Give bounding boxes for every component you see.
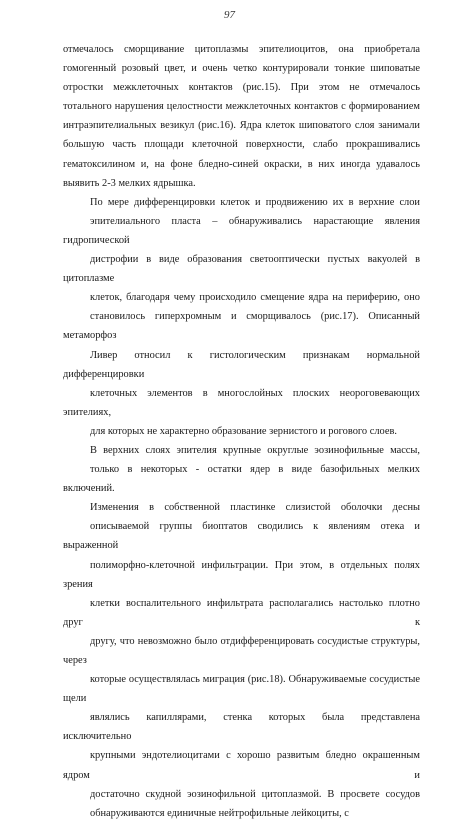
page-number: 97 [224, 9, 235, 21]
text-line: По мере дифференцировки клеток и продвижению их в верхние слои [90, 196, 420, 208]
text-line: для которых не характерно образование зернистого и рогового слоев. [90, 425, 397, 437]
text-line: другу, что невозможно было отдифференцировать сосудистые структуры, через [63, 635, 420, 666]
text-line: достаточно скудной эозинофильной цитоплазмой. В просвете сосудов [90, 788, 420, 800]
text-line: только в некоторых - остатки ядер в виде базофильных мелких включений. [63, 464, 420, 495]
text-line: являлись капиллярами, стенка которых была представлена исключительно [63, 712, 420, 743]
text-line: Изменения в собственной пластинке слизистой оболочки десны [90, 502, 420, 514]
paragraph-3 [63, 441, 420, 498]
paragraph-4 [63, 498, 420, 823]
text-line: отмечалось сморщивание цитоплазмы эпителиоцитов, она приобретала [63, 44, 420, 55]
text-line: дистрофии в виде образования светооптически пустых вакуолей в цитоплазме [63, 254, 420, 285]
text-line: которые осуществлялась миграция (рис.18). Обнаруживаемые сосудистые щели [63, 674, 420, 705]
text-line: интраэпителиальных везикул (рис.16). Ядра клеток шиповатого слоя занимали [63, 120, 420, 132]
text-line: полиморфно-клеточной инфильтрации. При этом, в отдельных полях зрения [63, 559, 420, 590]
text-line: описываемой группы биоптатов сводились к явлениям отека и выраженной [63, 521, 420, 552]
text-line: клеток, благодаря чему происходило смещение ядра на периферию, оно [90, 292, 420, 304]
text-line: гомогенный розовый цвет, и очень четко контурировали тонкие шиповатые [63, 63, 420, 75]
text-line: выявить 2-3 мелких ядрышка. [63, 177, 196, 189]
paragraph-2 [63, 193, 420, 441]
text-line: становилось гиперхромным и сморщивалось (рис.17). Описанный метаморфоз [63, 311, 420, 342]
text-line: крупными эндотелиоцитами с хорошо развитым бледно окрашенным ядром и [63, 750, 420, 781]
text-line: клетки воспалительного инфильтрата располагались настолько плотно друг к [63, 597, 420, 628]
text-line: эпителиального пласта – обнаруживались нарастающие явления гидропической [63, 215, 420, 246]
text-line: большую часть площади клеточной поверхности, слабо прокрашивались [63, 139, 420, 151]
text-line: Ливер относил к гистологическим признакам нормальной дифференцировки [63, 349, 420, 380]
paragraph-1 [63, 40, 420, 193]
text-line: В верхних слоях эпителия крупные округлые эозинофильные массы, [90, 444, 420, 456]
body-text [63, 40, 420, 823]
text-line: тотального нарушения целостности межклеточных контактов с формированием [63, 101, 420, 113]
text-line: клеточных элементов в многослойных плоских неороговевающих эпителиях, [63, 387, 420, 418]
text-line: гематоксилином и, на фоне бледно-синей окраски, в них иногда удавалось [63, 158, 420, 170]
text-line: отростки межклеточных контактов (рис.15). При этом не отмечалось [63, 82, 420, 94]
text-line: обнаруживаются единичные нейтрофильные лейкоциты, с [90, 807, 349, 819]
